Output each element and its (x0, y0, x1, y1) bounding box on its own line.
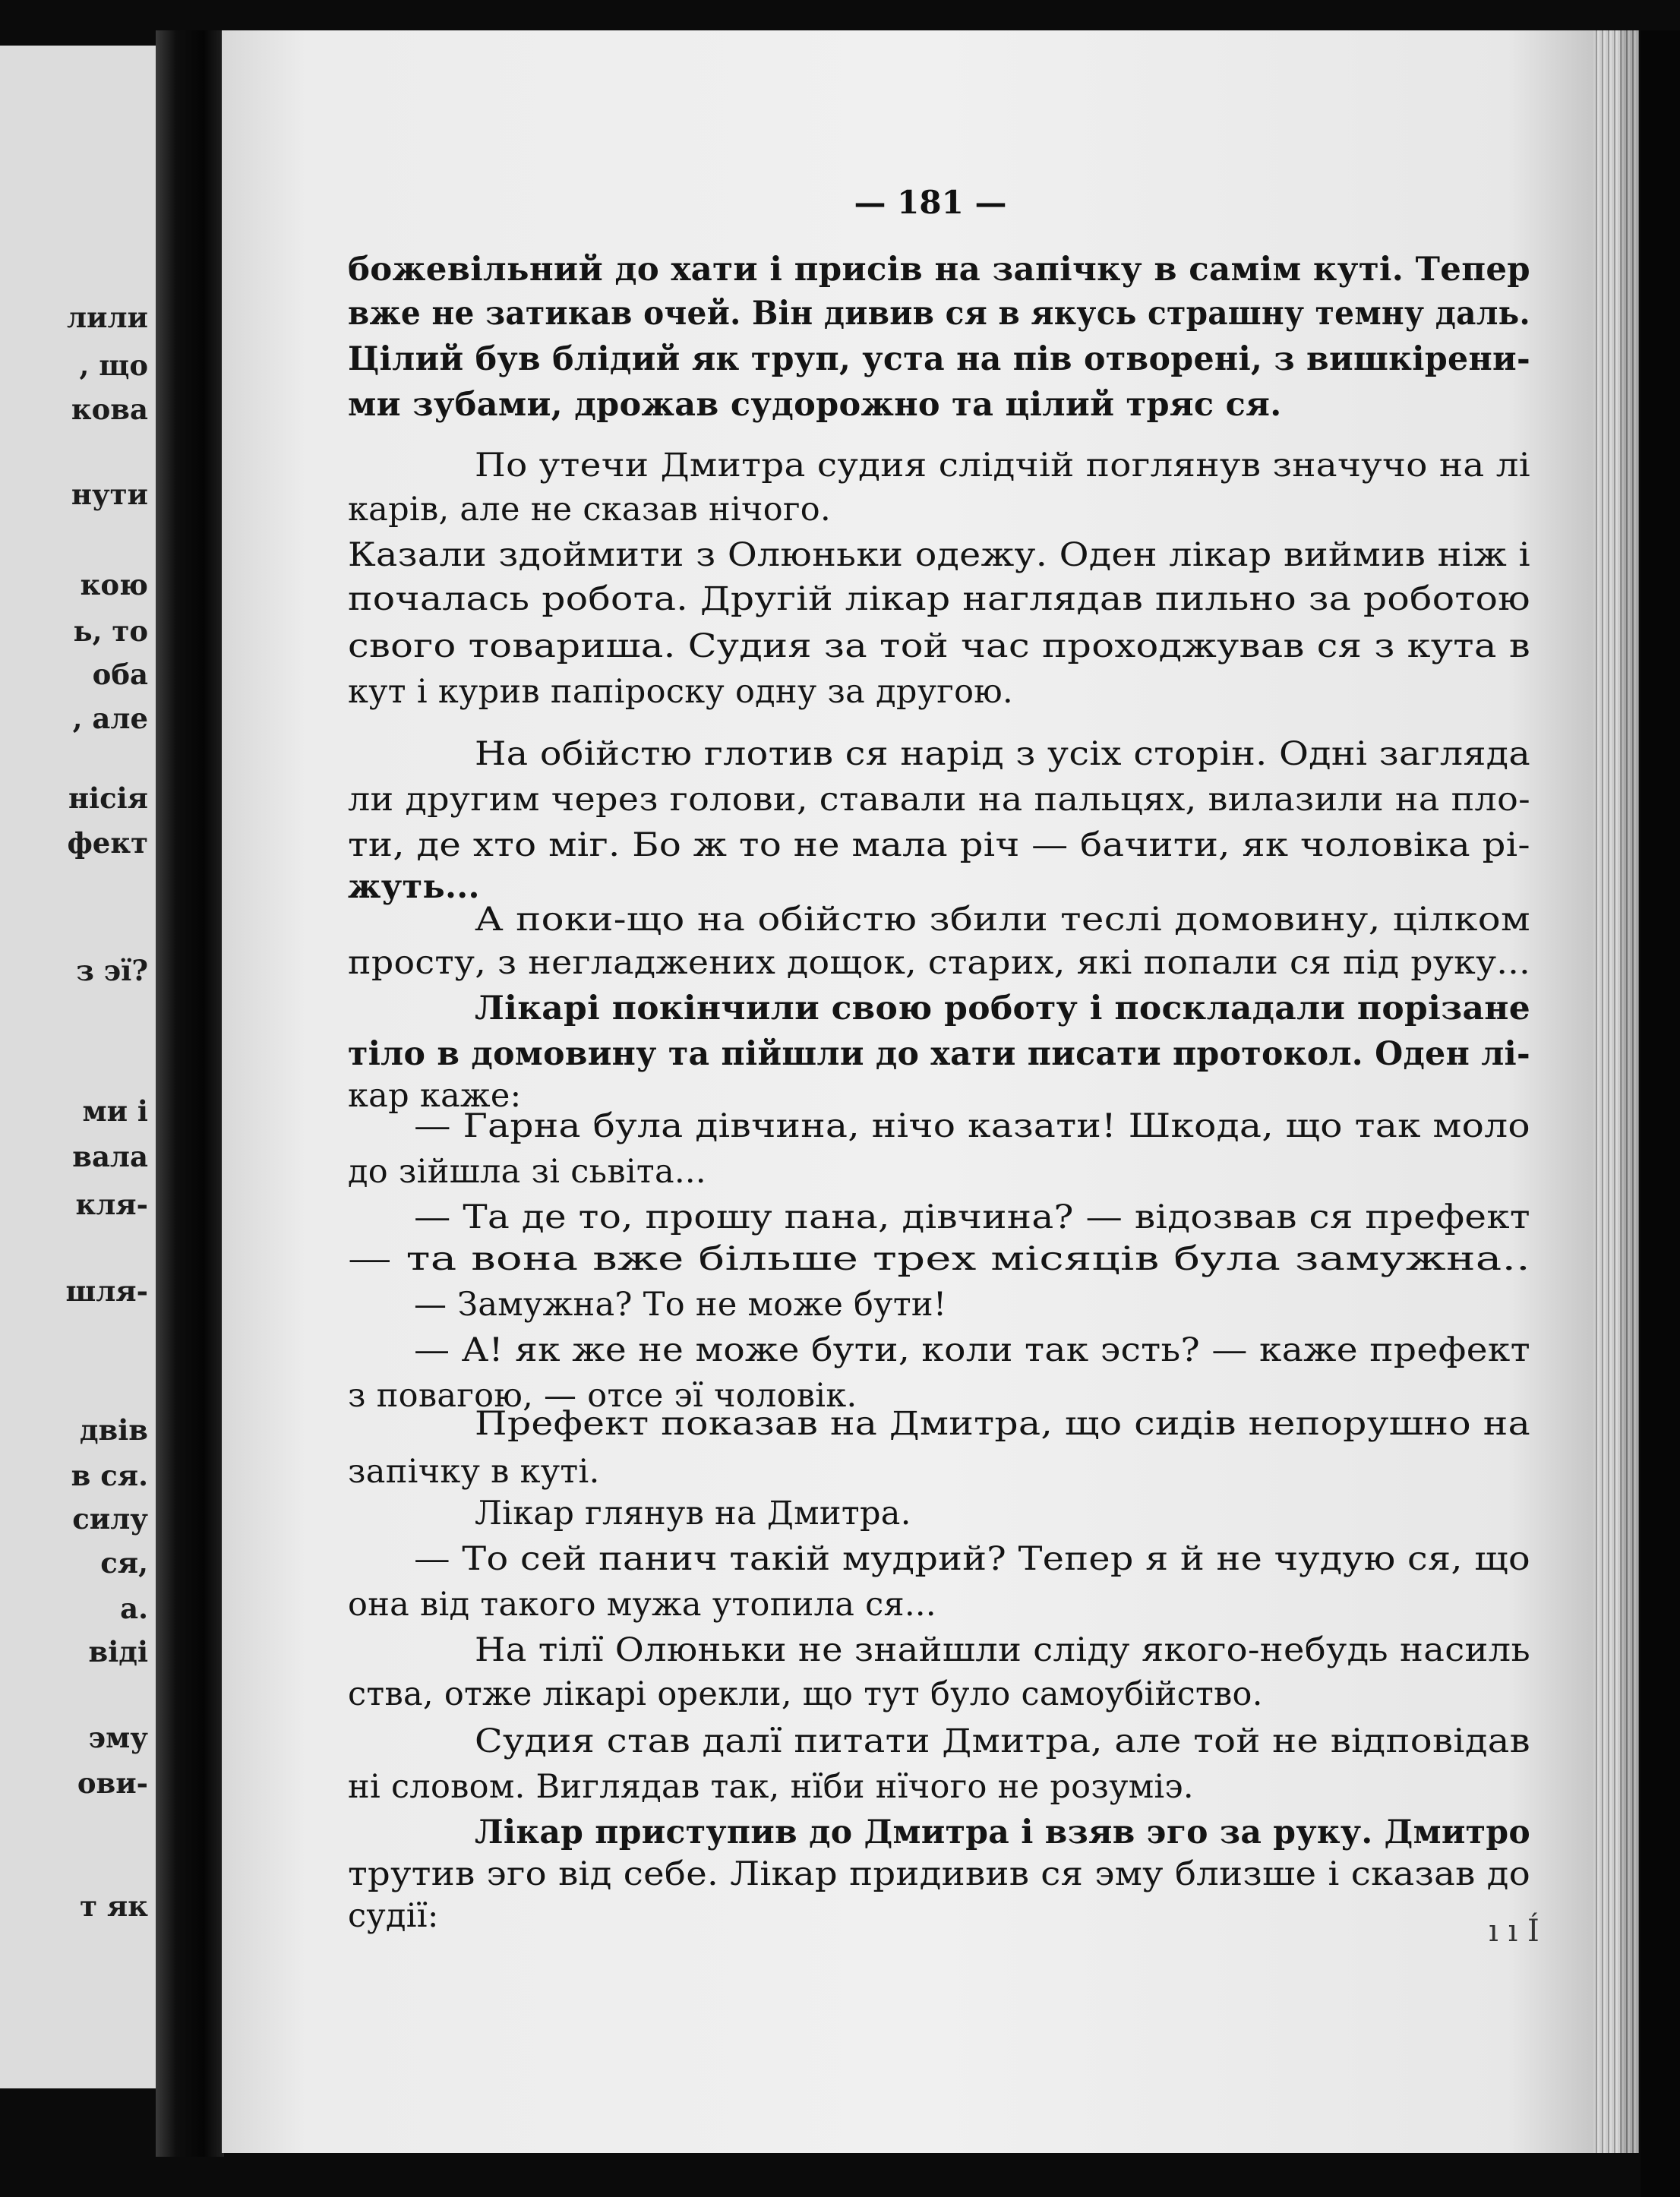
text-line: карів, але не сказав нічого. (348, 491, 831, 529)
text-line: ства, отже лікарі орекли, що тут було самоубійство. (348, 1675, 1263, 1713)
page-number: — 181 — (854, 184, 1007, 221)
left-page-fragment: т як (80, 1889, 148, 1923)
left-page-fragment: нути (71, 478, 148, 511)
text-line: Префект показав на Дмитра, що сидів непорушно на (475, 1405, 1530, 1443)
left-page-fragment: ь, то (73, 614, 148, 648)
left-page-fragment: оба (92, 658, 148, 691)
text-line: кут і курив папіроску одну за другою. (348, 673, 1014, 711)
left-page-fragment: віді (88, 1635, 148, 1668)
left-page-fragment: в ся. (71, 1459, 148, 1492)
text-line: — Та де то, прошу пана, дівчина? — відозвав ся префект (414, 1198, 1531, 1236)
left-page-fragment: з эї? (76, 954, 148, 987)
left-page-fragment: лили (66, 301, 148, 334)
corner-mark: ı ı Í (1489, 1914, 1539, 1949)
text-line: Лікар глянув на Дмитра. (475, 1495, 911, 1533)
page-edge (1593, 30, 1639, 2153)
left-page-fragment: ми і (82, 1094, 148, 1128)
text-line: — та вона вже більше трех місяців була замужна.. (348, 1240, 1530, 1278)
text-line: ми зубами, дрожав судорожно та цілий тряс ся. (348, 386, 1282, 424)
text-line: На тілї Олюньки не знайшли сліду якого-небудь насиль (475, 1631, 1530, 1669)
text-line: судії: (348, 1897, 439, 1935)
text-line: просту, з негладжених дощок, старих, які попали ся під руку... (348, 944, 1530, 982)
text-line: На обійстю глотив ся нарід з усіх сторін. Одні загляда (475, 735, 1531, 773)
text-line: ти, де хто міг. Бо ж то не мала річ — бачити, як чоловіка рі- (348, 826, 1530, 864)
left-page-fragment: ови- (77, 1766, 148, 1800)
left-page-fragment: ся, (100, 1546, 148, 1580)
text-line: Казали здоймити з Олюньки одежу. Оден лікар виймив ніж і (348, 536, 1530, 574)
left-page-fragment: двів (79, 1413, 148, 1447)
left-page-fragment: шля- (65, 1274, 148, 1308)
text-line: почалась робота. Другій лікар наглядав пильно за роботою (348, 580, 1530, 618)
text-line: Лікар приступив до Дмитра і взяв эго за руку. Дмитро (475, 1813, 1530, 1851)
left-page (0, 46, 156, 2088)
text-line: божевільний до хати і присів на запічку в самім куті. Тепер (348, 251, 1530, 289)
text-line: — То сей панич такій мудрий? Тепер я й не чудую ся, що (414, 1540, 1530, 1578)
left-page-fragment: нісія (68, 781, 148, 815)
text-line: Цілий був блідий як труп, уста на пів отворені, з вишкірени- (348, 340, 1530, 378)
text-line: запічку в куті. (348, 1453, 600, 1491)
text-line: ли другим через голови, ставали на пальцях, вилазили на пло- (348, 781, 1530, 819)
text-line: Лікарі покінчили свою роботу і поскладали порізане (475, 990, 1530, 1027)
text-line: тіло в домовину та пійшли до хати писати протокол. Оден лі- (348, 1035, 1530, 1073)
left-page-fragment: кля- (75, 1188, 148, 1221)
text-line: она від такого мужа утопила ся... (348, 1586, 936, 1624)
text-line: до зійшла зі сьвіта... (348, 1153, 706, 1191)
left-page-fragment: силу (72, 1502, 148, 1536)
text-line: А поки-що на обійстю збили теслі домовину, цілком (475, 901, 1530, 939)
text-line: — Замужна? То не може бути! (414, 1286, 947, 1324)
text-line: — А! як же не може бути, коли так эсть? — каже префект (414, 1331, 1530, 1369)
book-gutter (156, 30, 224, 2157)
scan-border (1641, 30, 1680, 2197)
text-line: кар каже: (348, 1077, 522, 1115)
left-page-fragment: эму (88, 1721, 148, 1754)
left-page-fragment: кова (71, 393, 148, 426)
left-page-fragment: , але (72, 702, 148, 735)
text-line: свого товариша. Судия за той час проходжував ся з кута в (348, 627, 1530, 665)
text-line: вже не затикав очей. Він дивив ся в якусь страшну темну даль. (348, 295, 1530, 333)
text-line: ні словом. Виглядав так, нїби нїчого не розуміэ. (348, 1768, 1194, 1806)
text-line: По утечи Дмитра судия слідчій поглянув значучо на лі (475, 447, 1530, 485)
text-line: трутив эго від себе. Лікар придивив ся эму близше і сказав до (348, 1855, 1530, 1893)
left-page-fragment: а. (120, 1592, 148, 1625)
text-line: Судия став далї питати Дмитра, але той не відповідав (475, 1722, 1530, 1760)
left-page-fragment: , що (79, 349, 148, 382)
left-page-fragment: кою (80, 568, 148, 601)
left-page-fragment: фект (67, 826, 148, 860)
text-line: з повагою, — отсе эї чоловік. (348, 1377, 857, 1415)
text-line: — Гарна була дівчина, нічо казати! Шкода, що так моло (414, 1107, 1530, 1145)
text-line: жуть... (348, 868, 480, 906)
left-page-fragment: вала (72, 1140, 148, 1173)
